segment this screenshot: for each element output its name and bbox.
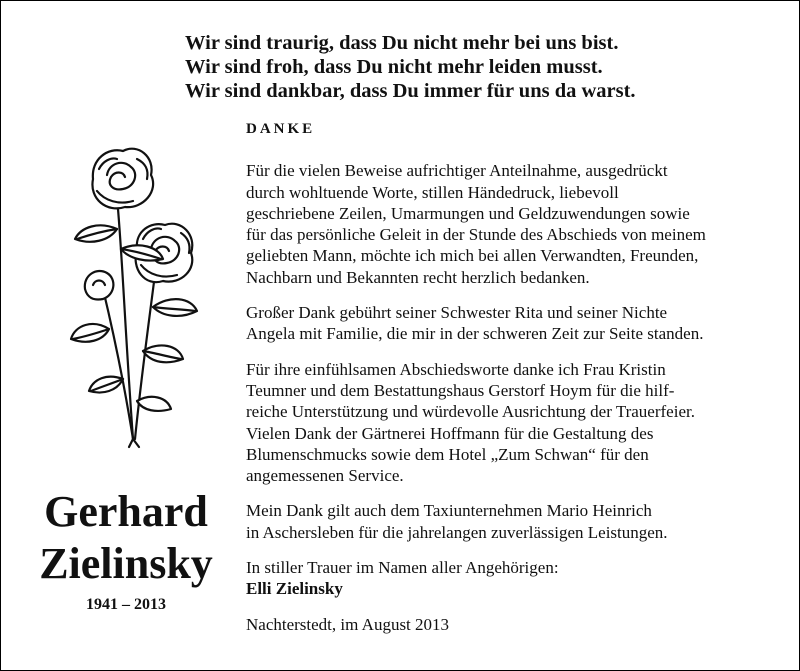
closing-line: In stiller Trauer im Namen aller Angehörigen: [246,558,559,578]
text-line: Nachbarn und Bekannten recht herzlich bedanken. [246,267,590,287]
motto [185,31,636,103]
paragraph-4 [246,500,786,543]
text-line: durch wohltuende Worte, stillen Händedruck, liebevoll [246,182,619,202]
paragraph-2 [246,302,786,345]
life-years: 1941 – 2013 [86,596,166,613]
motto-line-1: Wir sind traurig, dass Du nicht mehr bei uns bist. [185,32,619,54]
notice-heading: DANKE [246,121,316,137]
text-line: Teumner und dem Bestattungshaus Gerstorf Hoym für die hilf- [246,380,675,400]
notice-body [246,119,786,635]
text-line: Für ihre einfühlsamen Abschiedsworte danke ich Frau Kristin [246,359,666,379]
text-line: geschriebene Zeilen, Umarmungen und Geldzuwendungen sowie [246,203,690,223]
text-line: Vielen Dank der Gärtnerei Hoffmann für die Gestaltung des [246,423,654,443]
motto-line-3: Wir sind dankbar, dass Du immer für uns da warst. [185,80,636,102]
text-line: Großer Dank gebührt seiner Schwester Rita und seiner Nichte [246,303,668,323]
place-date: Nachterstedt, im August 2013 [246,614,450,634]
text-line: in Aschersleben für die jahrelangen zuverlässigen Leistungen. [246,522,668,542]
paragraph-1 [246,160,786,288]
deceased-name [21,486,231,590]
rose-bouquet-icon [63,139,213,449]
paragraph-3 [246,359,786,487]
deceased-last-name: Zielinsky [39,539,213,588]
text-line: Blumenschmucks sowie dem Hotel „Zum Schwan“ für den [246,444,649,464]
text-line: Angela mit Familie, die mir in der schweren Zeit zur Seite standen. [246,324,704,344]
text-line: für das persönliche Geleit in der Stunde des Abschieds von meinem [246,225,706,245]
signer-name: Elli Zielinsky [246,579,343,599]
deceased-first-name: Gerhard [44,487,208,536]
text-line: geliebten Mann, möchte ich mich bei allen Verwandten, Freunden, [246,246,699,266]
text-line: Für die vielen Beweise aufrichtiger Anteilnahme, ausgedrückt [246,161,668,181]
text-line: Mein Dank gilt auch dem Taxiunternehmen Mario Heinrich [246,501,652,521]
motto-line-2: Wir sind froh, dass Du nicht mehr leiden musst. [185,56,603,78]
text-line: angemessenen Service. [246,466,404,486]
text-line: reiche Unterstützung und würdevolle Ausrichtung der Trauerfeier. [246,402,695,422]
